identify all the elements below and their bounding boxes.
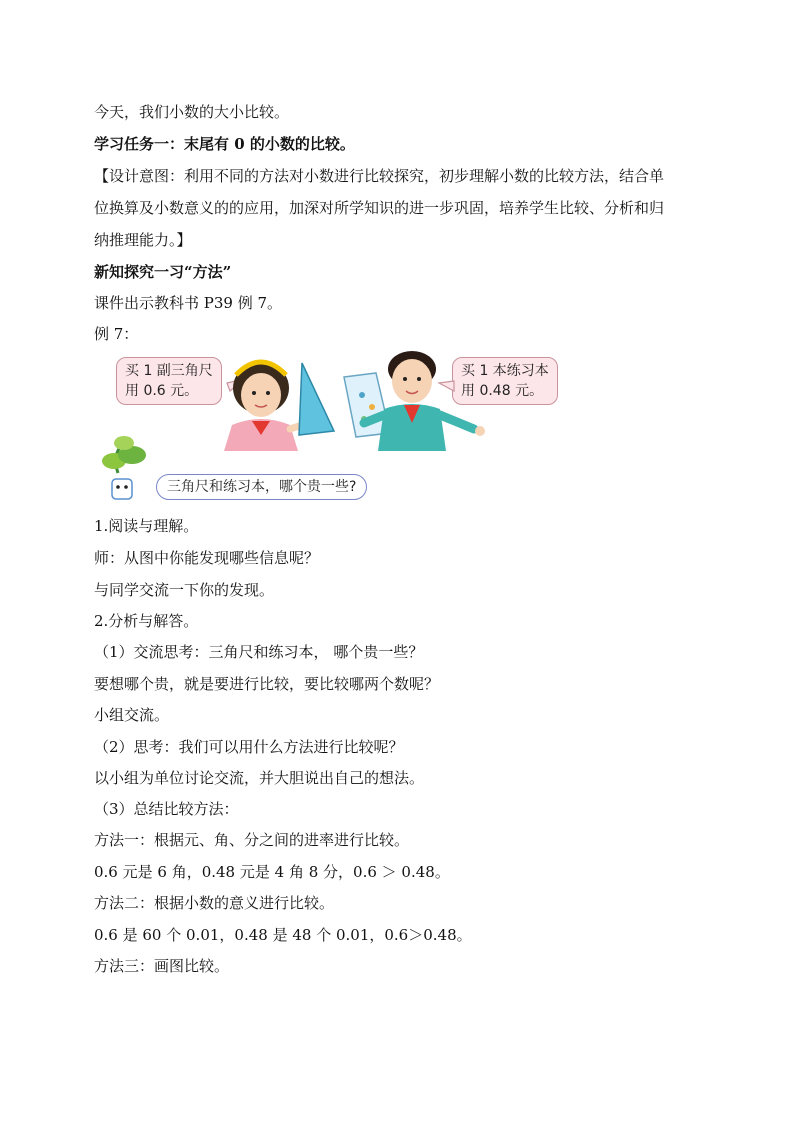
question-bubble [156,474,367,500]
summary-heading: （3）总结比较方法： [94,800,239,818]
compare-question: 要想哪个贵，就是要进行比较，要比较哪两个数呢？ [94,675,440,693]
example-label: 例 7： [94,325,139,343]
method-2-detail: 0.6 是 60 个 0.01，0.48 是 48 个 0.01，0.6＞0.48。 [94,926,472,944]
step-2-heading: 2.分析与解答。 [94,612,199,630]
example-illustration [94,343,574,513]
girl-figure [224,362,308,451]
think-line: （2）思考：我们可以用什么方法进行比较呢？ [94,738,404,756]
girl-bubble-line-1: 买 1 副三角尺 [125,363,213,379]
plant-mascot-icon [102,436,146,499]
method-1: 方法一：根据元、角、分之间的进率进行比较。 [94,831,410,849]
group-line: 小组交流。 [94,706,170,724]
share-line: 与同学交流一下你的发现。 [94,581,275,599]
question-text: 三角尺和练习本，哪个贵一些? [167,479,357,495]
courseware-line: 课件出示教科书 P39 例 7。 [94,294,283,312]
intro-line: 今天，我们小数的大小比较。 [94,103,290,121]
method-1-detail: 0.6 元是 6 角，0.48 元是 4 角 8 分，0.6 ＞ 0.48。 [94,863,450,881]
teacher-question: 师：从图中你能发现哪些信息呢？ [94,549,320,567]
boy-bubble-line-1: 买 1 本练习本 [461,363,549,379]
design-intent-line-2: 位换算及小数意义的的应用，加深对所学知识的进一步巩固，培养学生比较、分析和归 [94,199,665,217]
step-1-heading: 1.阅读与理解。 [94,517,199,535]
set-square-icon [299,363,334,435]
design-intent-line-3: 纳推理能力。】 [94,231,192,249]
boy-bubble-tail [439,381,454,391]
girl-bubble-line-2: 用 0.6 元。 [125,383,199,399]
discuss-line: （1）交流思考：三角尺和练习本， 哪个贵一些？ [94,643,424,661]
boy-bubble-line-2: 用 0.48 元。 [461,383,544,399]
task-heading: 学习任务一：末尾有 0 的小数的比较。 [94,135,355,153]
method-2: 方法二：根据小数的意义进行比较。 [94,894,335,912]
section-heading: 新知探究一习“方法” [94,263,232,281]
design-intent-line-1: 【设计意图：利用不同的方法对小数进行比较探究，初步理解小数的比较方法，结合单 [94,167,665,185]
method-3: 方法三：画图比较。 [94,957,230,975]
group-discuss-line: 以小组为单位讨论交流，并大胆说出自己的想法。 [94,769,425,787]
